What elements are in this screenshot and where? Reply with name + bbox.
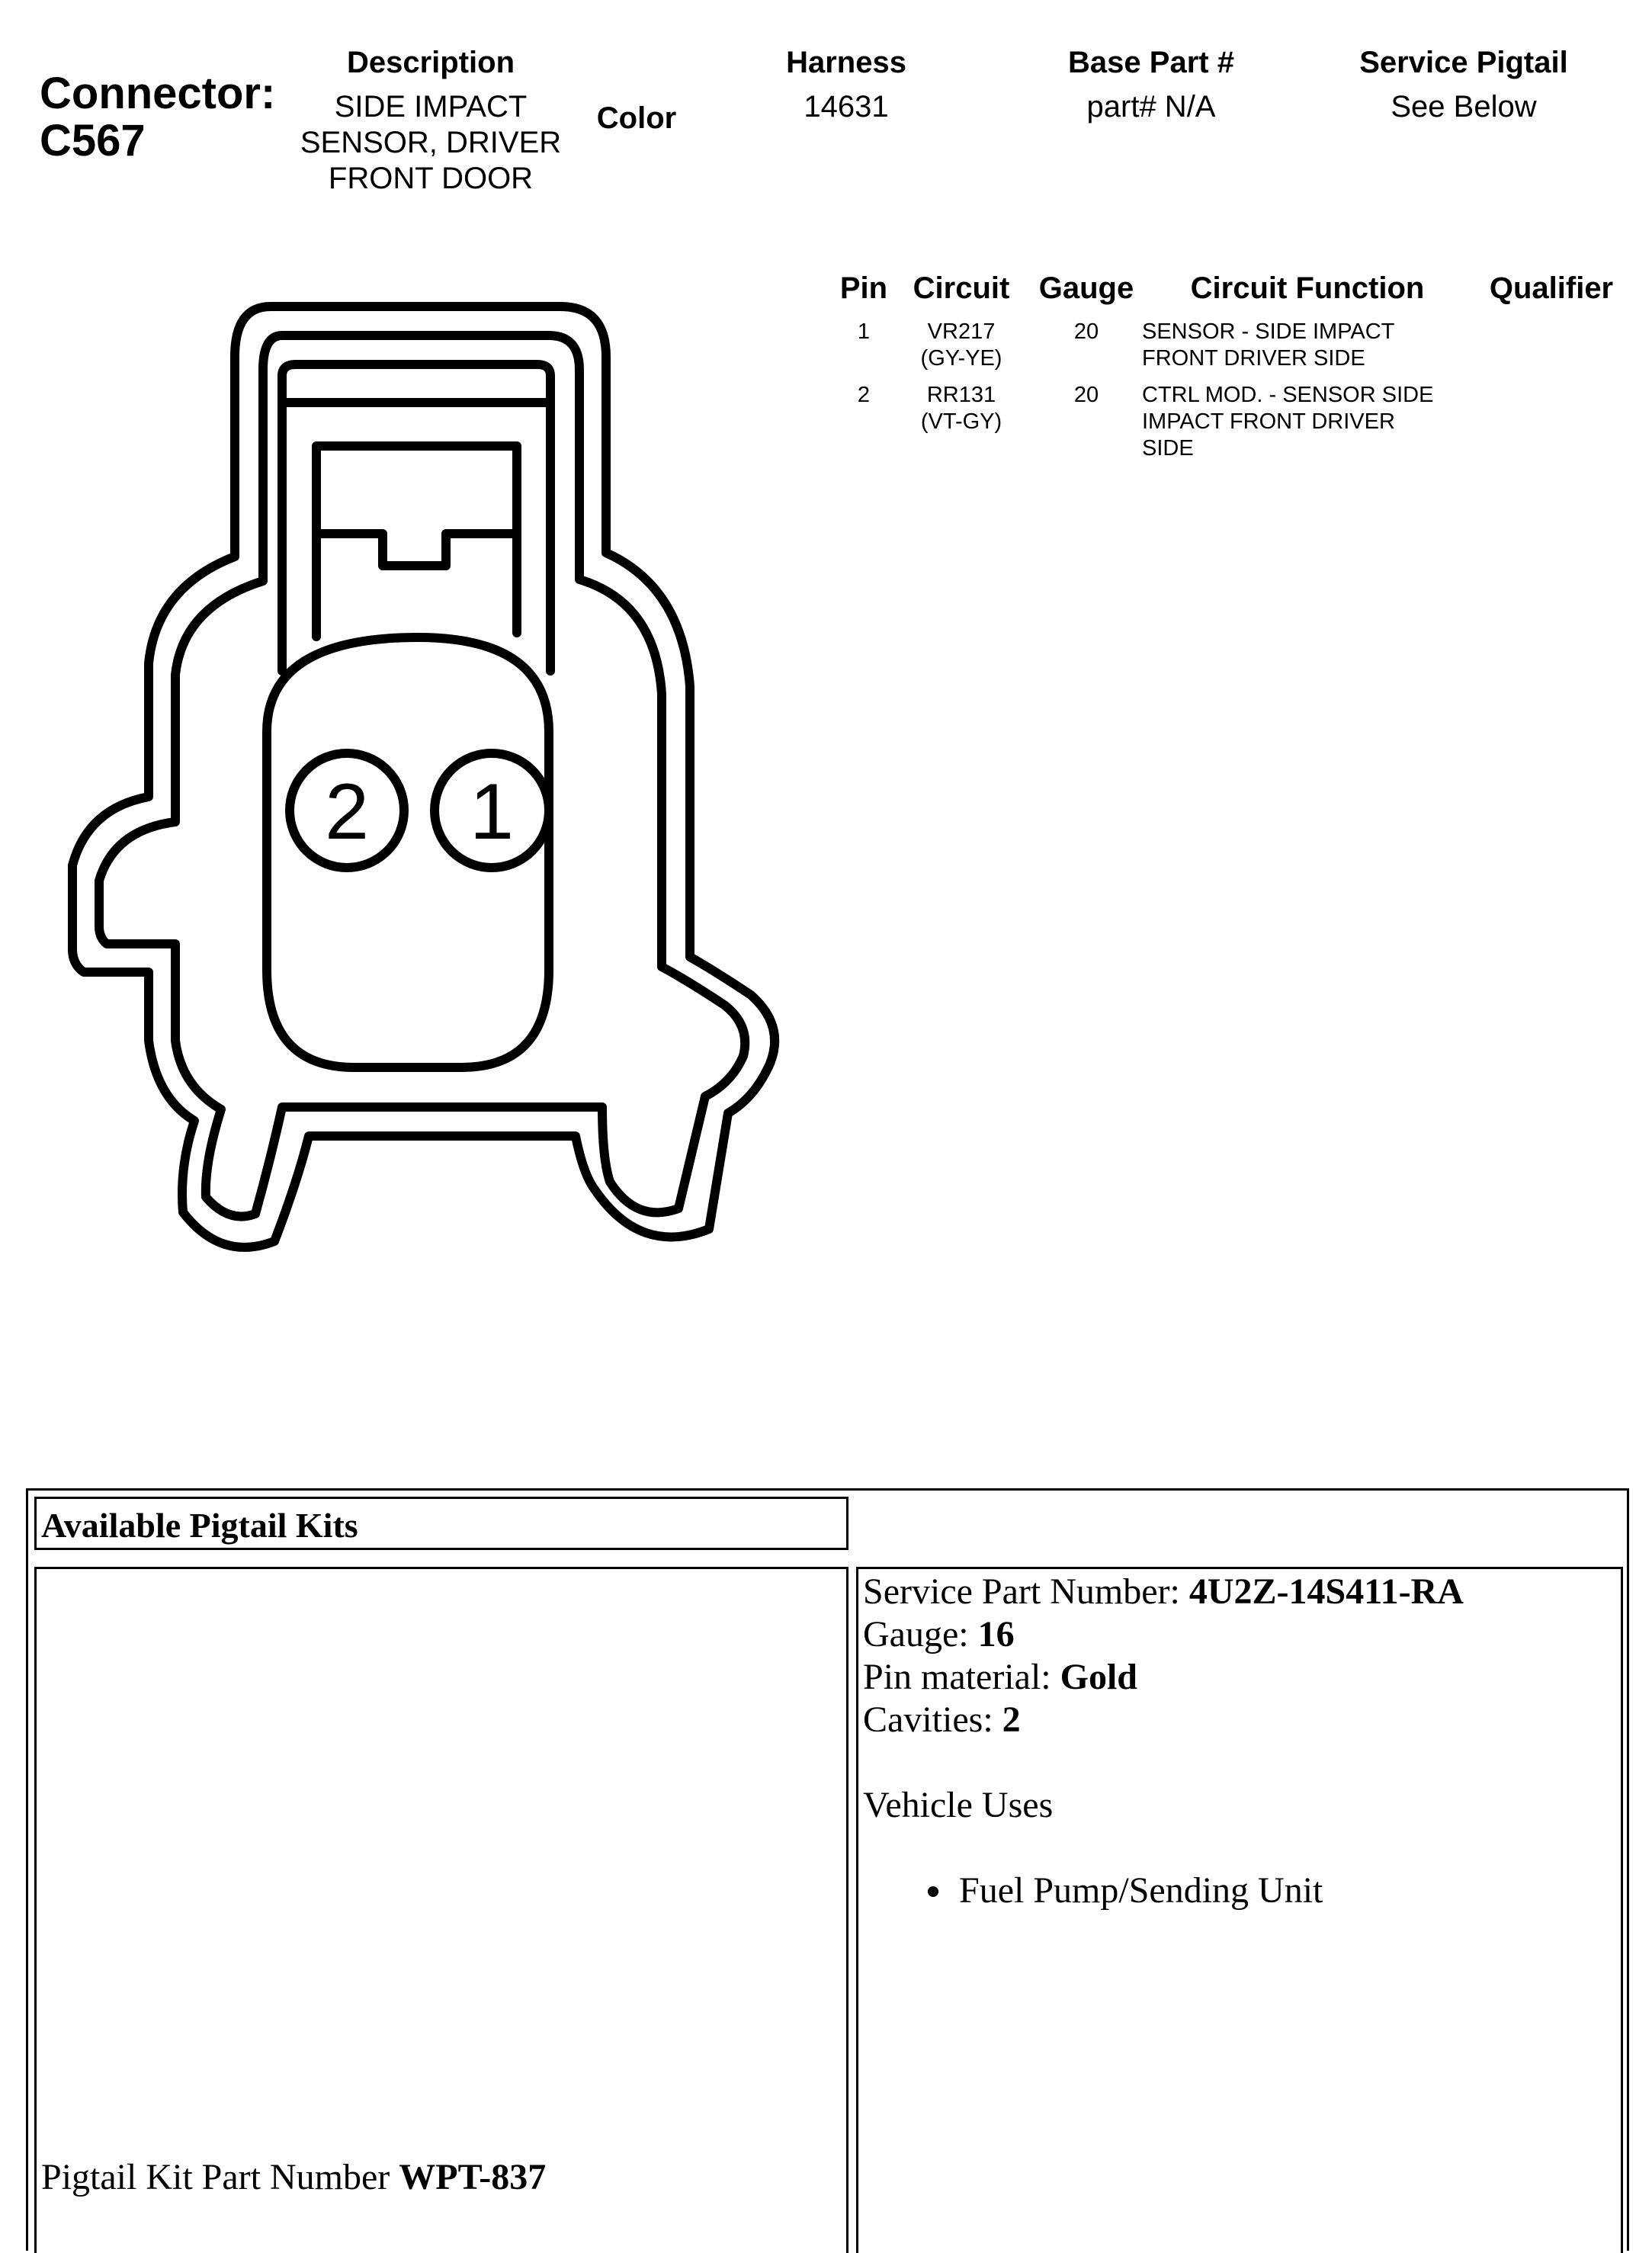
vehicle-uses-list [863,1869,1464,1911]
gauge-cell: 20 [1073,383,1099,407]
function-line: SENSOR - SIDE IMPACT [1142,319,1395,344]
pin-number: 2 [857,383,871,407]
kit-number-value: WPT-837 [399,2157,547,2197]
pin-material-value: Gold [1060,1657,1137,1697]
service-part-number [863,1571,1464,1613]
connector-id: C567 [40,116,146,165]
cavities-value: 2 [1002,1699,1021,1740]
cavities [863,1699,1464,1741]
service-part-value: 4U2Z-14S411-RA [1188,1571,1464,1612]
description-line: SIDE IMPACT [334,90,528,124]
pin-number: 1 [857,319,871,344]
description-line: SENSOR, DRIVER [300,126,562,159]
latch-tab [316,446,517,637]
function-column-header: Circuit Function [1190,271,1425,305]
circuit-line: (VT-GY) [920,409,1002,434]
color-header: Color [596,101,677,135]
connector-title [40,70,275,165]
gauge-value: 16 [977,1614,1015,1654]
description-value [282,89,579,197]
connector-label: Connector: [40,69,276,118]
latch-housing [282,364,550,671]
description-line: FRONT DOOR [328,162,534,195]
circuit-line: VR217 [927,319,996,344]
vehicle-uses-heading: Vehicle Uses [863,1785,1054,1825]
pin-material [863,1656,1464,1699]
function-line: CTRL MOD. - SENSOR SIDE [1142,383,1434,407]
circuit-line: RR131 [926,383,996,407]
circuit-column-header: Circuit [913,271,1010,305]
function-line: SIDE [1142,436,1194,461]
connector-inner-shell [99,335,745,1217]
service-pigtail-value: See Below [1391,90,1537,124]
description-header: Description [346,46,515,79]
kit-number-label: Pigtail Kit Part Number [41,2157,399,2197]
function-line: IMPACT FRONT DRIVER [1142,409,1395,434]
function-line: FRONT DRIVER SIDE [1142,346,1365,371]
vehicle-use-item: • Fuel Pump/Sending Unit [954,1869,1464,1911]
cavity-2-label: 2 [325,768,369,856]
cavity-1-label: 1 [470,768,514,856]
service-pigtail-header: Service Pigtail [1359,46,1568,79]
latch-notch [316,534,517,566]
pigtail-image-cell [34,1567,848,2253]
qualifier-column-header: Qualifier [1489,271,1614,305]
cavities-label: Cavities: [863,1699,1002,1740]
function-cell [1142,382,1470,462]
base-part-header: Base Part # [1068,46,1234,79]
service-part-label: Service Part Number: [863,1571,1189,1612]
circuit-cell [904,319,1018,372]
pigtail-kits-table [26,1488,1629,2251]
pigtail-kits-title: Available Pigtail Kits [41,1506,358,1545]
pigtail-gauge [863,1613,1464,1656]
function-cell [1142,319,1470,372]
pigtail-specs [863,1571,1464,1911]
pigtail-kit-number [41,2156,546,2199]
pigtail-title-cell [34,1497,848,1550]
pin-column-header: Pin [839,271,888,305]
circuit-cell [904,382,1018,435]
gauge-label: Gauge: [863,1614,978,1654]
harness-value: 14631 [804,90,889,124]
base-part-value: part# N/A [1086,90,1216,124]
harness-header: Harness [786,46,906,79]
gauge-column-header: Gauge [1038,271,1134,305]
gauge-cell: 20 [1073,319,1099,344]
pigtail-info-cell [856,1567,1623,2253]
connector-face-diagram [46,290,793,1281]
pin-material-label: Pin material: [863,1657,1060,1697]
circuit-line: (GY-YE) [920,346,1002,371]
